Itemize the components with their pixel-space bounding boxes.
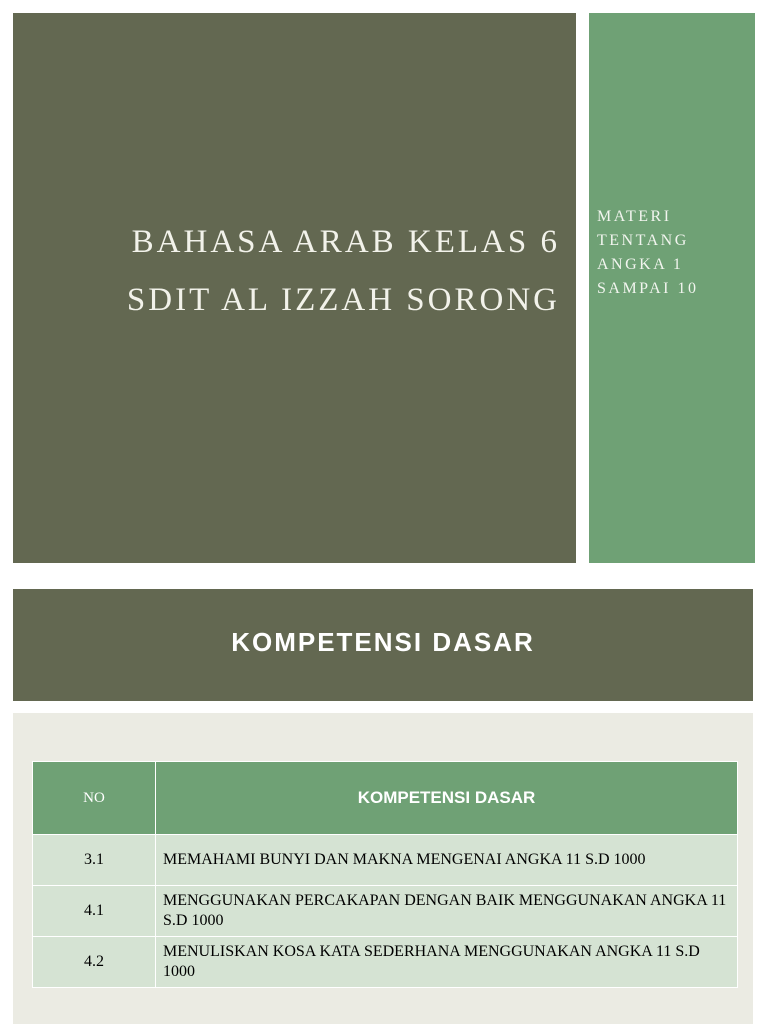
row-text: MENULISKAN KOSA KATA SEDERHANA MENGGUNAKAN ANGKA 11 S.D 1000	[156, 937, 738, 988]
header-competency: KOMPETENSI DASAR	[156, 762, 738, 835]
row-text: MEMAHAMI BUNYI DAN MAKNA MENGENAI ANGKA 11 S.D 1000	[156, 835, 738, 886]
slide-title-line-1: BAHASA ARAB KELAS 6	[131, 224, 560, 260]
table-panel	[13, 713, 753, 1024]
table-header-row	[33, 762, 738, 835]
slide-title	[127, 213, 560, 329]
slide-title-line-2: SDIT AL IZZAH SORONG	[126, 282, 560, 318]
row-number: 4.2	[33, 937, 156, 988]
row-number: 3.1	[33, 835, 156, 886]
subtitle-line: MATERI	[597, 208, 672, 225]
section-heading: KOMPETENSI DASAR	[231, 627, 535, 657]
title-slide-panel	[13, 13, 576, 563]
section-header-panel	[13, 589, 753, 701]
subtitle-line: ANGKA 1	[597, 256, 684, 273]
slide-subtitle	[597, 205, 699, 301]
table-row	[33, 886, 738, 937]
row-number: 4.1	[33, 886, 156, 937]
competency-table	[32, 761, 738, 988]
subtitle-line: TENTANG	[597, 232, 689, 249]
subtitle-panel	[589, 13, 755, 563]
header-no: NO	[33, 762, 156, 835]
row-text: MENGGUNAKAN PERCAKAPAN DENGAN BAIK MENGGUNAKAN ANGKA 11 S.D 1000	[156, 886, 738, 937]
table-row	[33, 835, 738, 886]
table-row	[33, 937, 738, 988]
subtitle-line: SAMPAI 10	[597, 280, 699, 297]
